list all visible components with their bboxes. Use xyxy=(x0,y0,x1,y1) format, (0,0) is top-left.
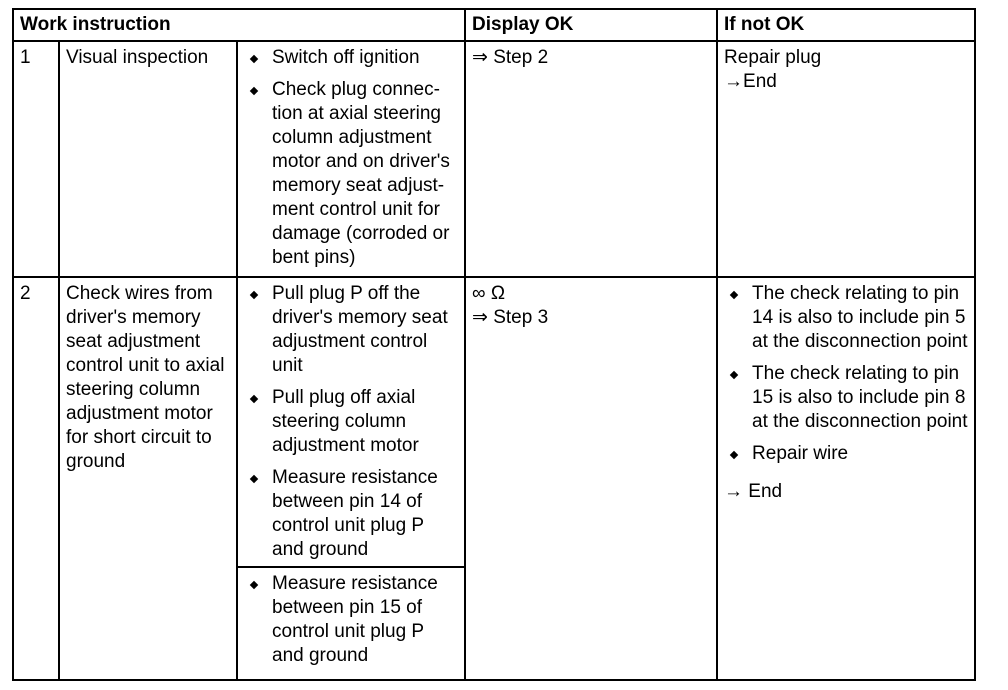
list-item: Measure resistance between pin 14 of control unit plug P and ground xyxy=(244,466,458,562)
action-list xyxy=(244,282,458,562)
list-item: Pull plug off axial steering column adjustment motor xyxy=(244,386,458,458)
diamond-bullet-icon xyxy=(248,53,259,64)
table-header-row xyxy=(13,9,975,41)
display-ok-cell xyxy=(465,41,717,277)
diamond-bullet-icon xyxy=(728,449,739,460)
table-row xyxy=(13,41,975,277)
list-item: Check plug connec-tion at axial steering column adjustment motor and on driver's memory seat adjust-ment control unit for damage (corroded or bent pins) xyxy=(244,78,458,270)
diamond-bullet-icon xyxy=(248,393,259,404)
list-item: Switch off ignition xyxy=(244,46,458,70)
table-row xyxy=(13,277,975,567)
display-ok-line: ⇒ Step 2 xyxy=(472,47,549,68)
diamond-bullet-icon xyxy=(728,369,739,380)
header-display-ok: Display OK xyxy=(465,9,717,41)
list-item: The check relating to pin 15 is also to include pin 8 at the disconnection point xyxy=(724,362,968,434)
header-if-not-ok: If not OK xyxy=(717,9,975,41)
if-not-ok-list xyxy=(724,282,968,466)
if-not-ok-cell xyxy=(717,41,975,277)
list-item: Measure resistance between pin 15 of control unit plug P and ground xyxy=(244,572,458,668)
if-not-ok-cell xyxy=(717,277,975,680)
if-not-ok-line: → End xyxy=(724,481,783,502)
diamond-bullet-icon xyxy=(248,289,259,300)
diamond-bullet-icon xyxy=(728,289,739,300)
list-item: Repair wire xyxy=(724,442,968,466)
step-title: Visual inspection xyxy=(59,41,237,277)
step-actions xyxy=(237,41,465,277)
header-work-instruction: Work instruction xyxy=(13,9,465,41)
diamond-bullet-icon xyxy=(248,473,259,484)
diamond-bullet-icon xyxy=(248,85,259,96)
display-ok-line: ⇒ Step 3 xyxy=(472,307,549,328)
step-number: 1 xyxy=(13,41,59,277)
list-item: Pull plug P off the driver's memory seat adjustment control unit xyxy=(244,282,458,378)
if-not-ok-line: →End xyxy=(724,71,777,92)
step-actions xyxy=(237,277,465,567)
list-item: The check relating to pin 14 is also to include pin 5 at the disconnection point xyxy=(724,282,968,354)
if-not-ok-line: Repair plug xyxy=(724,47,822,68)
step-actions xyxy=(237,567,465,680)
diamond-bullet-icon xyxy=(248,579,259,590)
action-list xyxy=(244,46,458,270)
action-list xyxy=(244,572,458,668)
display-ok-cell xyxy=(465,277,717,680)
work-instruction-table xyxy=(12,8,976,681)
display-ok-line: ∞ Ω xyxy=(472,283,506,304)
step-number: 2 xyxy=(13,277,59,680)
step-title: Check wires from driver's memory seat adjustment control unit to axial steering column adjustment motor for short circuit to ground xyxy=(59,277,237,680)
